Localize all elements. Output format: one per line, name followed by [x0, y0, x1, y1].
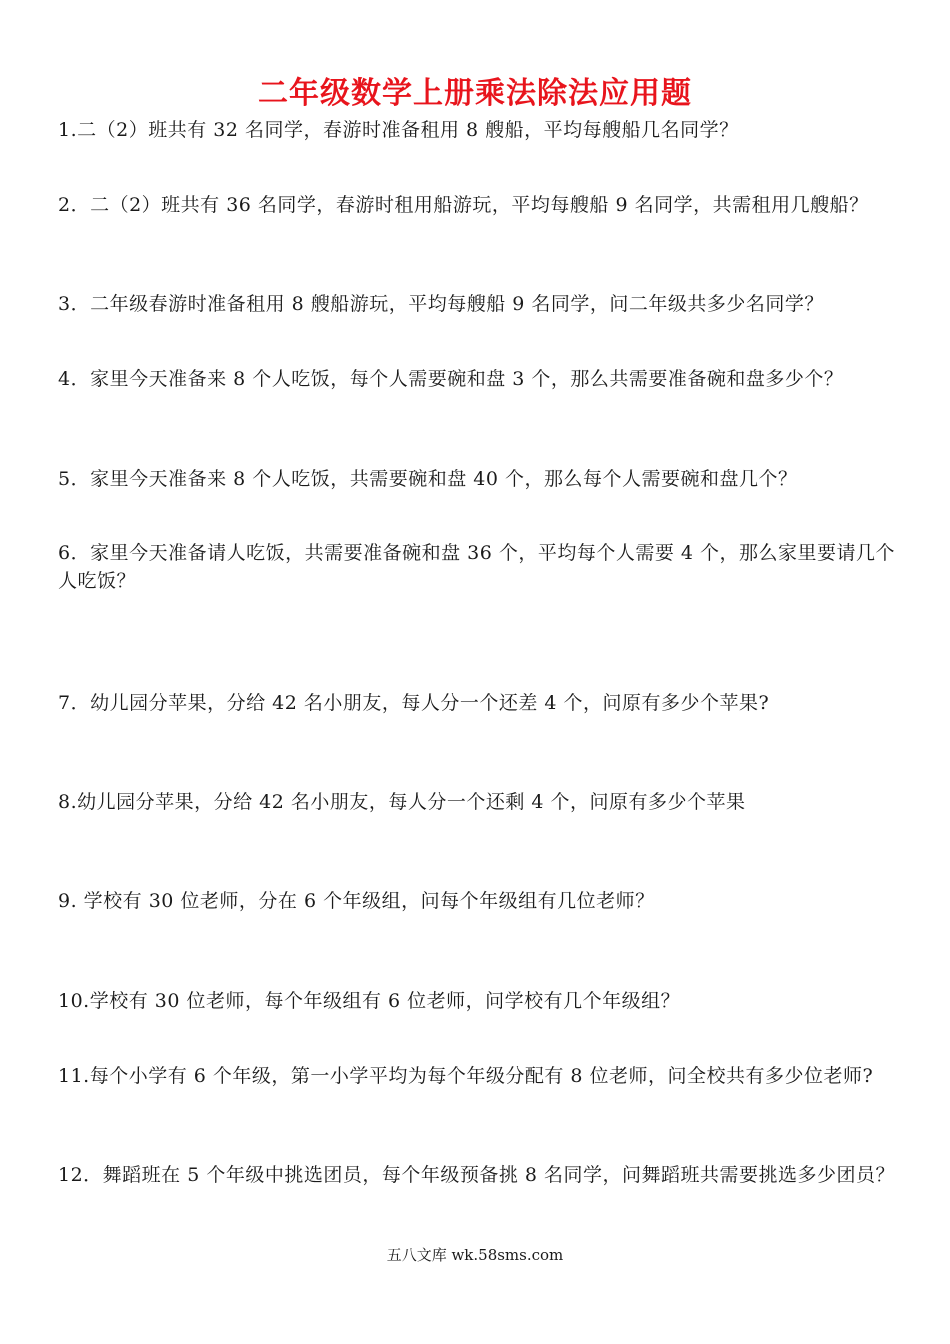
problem-11: 11.每个小学有 6 个年级，第一小学平均为每个年级分配有 8 位老师，问全校共有多少位老师?	[58, 1065, 874, 1087]
problem-1: 1.二（2）班共有 32 名同学，春游时准备租用 8 艘船，平均每艘船几名同学？	[58, 119, 739, 141]
problem-2: 2．二（2）班共有 36 名同学，春游时租用船游玩，平均每艘船 9 名同学，共需租用几艘船？	[58, 194, 869, 216]
problem-7: 7．幼儿园分苹果，分给 42 名小朋友，每人分一个还差 4 个，问原有多少个苹果?	[58, 692, 770, 714]
problem-5: 5．家里今天准备来 8 个人吃饭，共需要碗和盘 40 个，那么每个人需要碗和盘几个？	[58, 468, 798, 490]
problem-3: 3．二年级春游时准备租用 8 艘船游玩，平均每艘船 9 名同学，问二年级共多少名同学？	[58, 293, 824, 315]
problem-9: 9. 学校有 30 位老师，分在 6 个年级组，问每个年级组有几位老师？	[58, 890, 655, 912]
footer-watermark: 五八文库 wk.58sms.com	[386, 1246, 564, 1264]
problem-4: 4．家里今天准备来 8 个人吃饭，每个人需要碗和盘 3 个，那么共需要准备碗和盘多少个？	[58, 368, 844, 390]
problem-8: 8.幼儿园分苹果，分给 42 名小朋友，每人分一个还剩 4 个，问原有多少个苹果	[58, 791, 746, 813]
problem-6: 6．家里今天准备请人吃饭，共需要准备碗和盘 36 个，平均每个人需要 4 个，那么家里要请几个人吃饭？	[58, 542, 896, 592]
page-title: 二年级数学上册乘法除法应用题	[258, 76, 692, 111]
problem-12: 12．舞蹈班在 5 个年级中挑选团员，每个年级预备挑 8 名同学，问舞蹈班共需要挑选多少团员？	[58, 1164, 896, 1186]
problem-10: 10.学校有 30 位老师，每个年级组有 6 位老师，问学校有几个年级组？	[58, 990, 681, 1012]
